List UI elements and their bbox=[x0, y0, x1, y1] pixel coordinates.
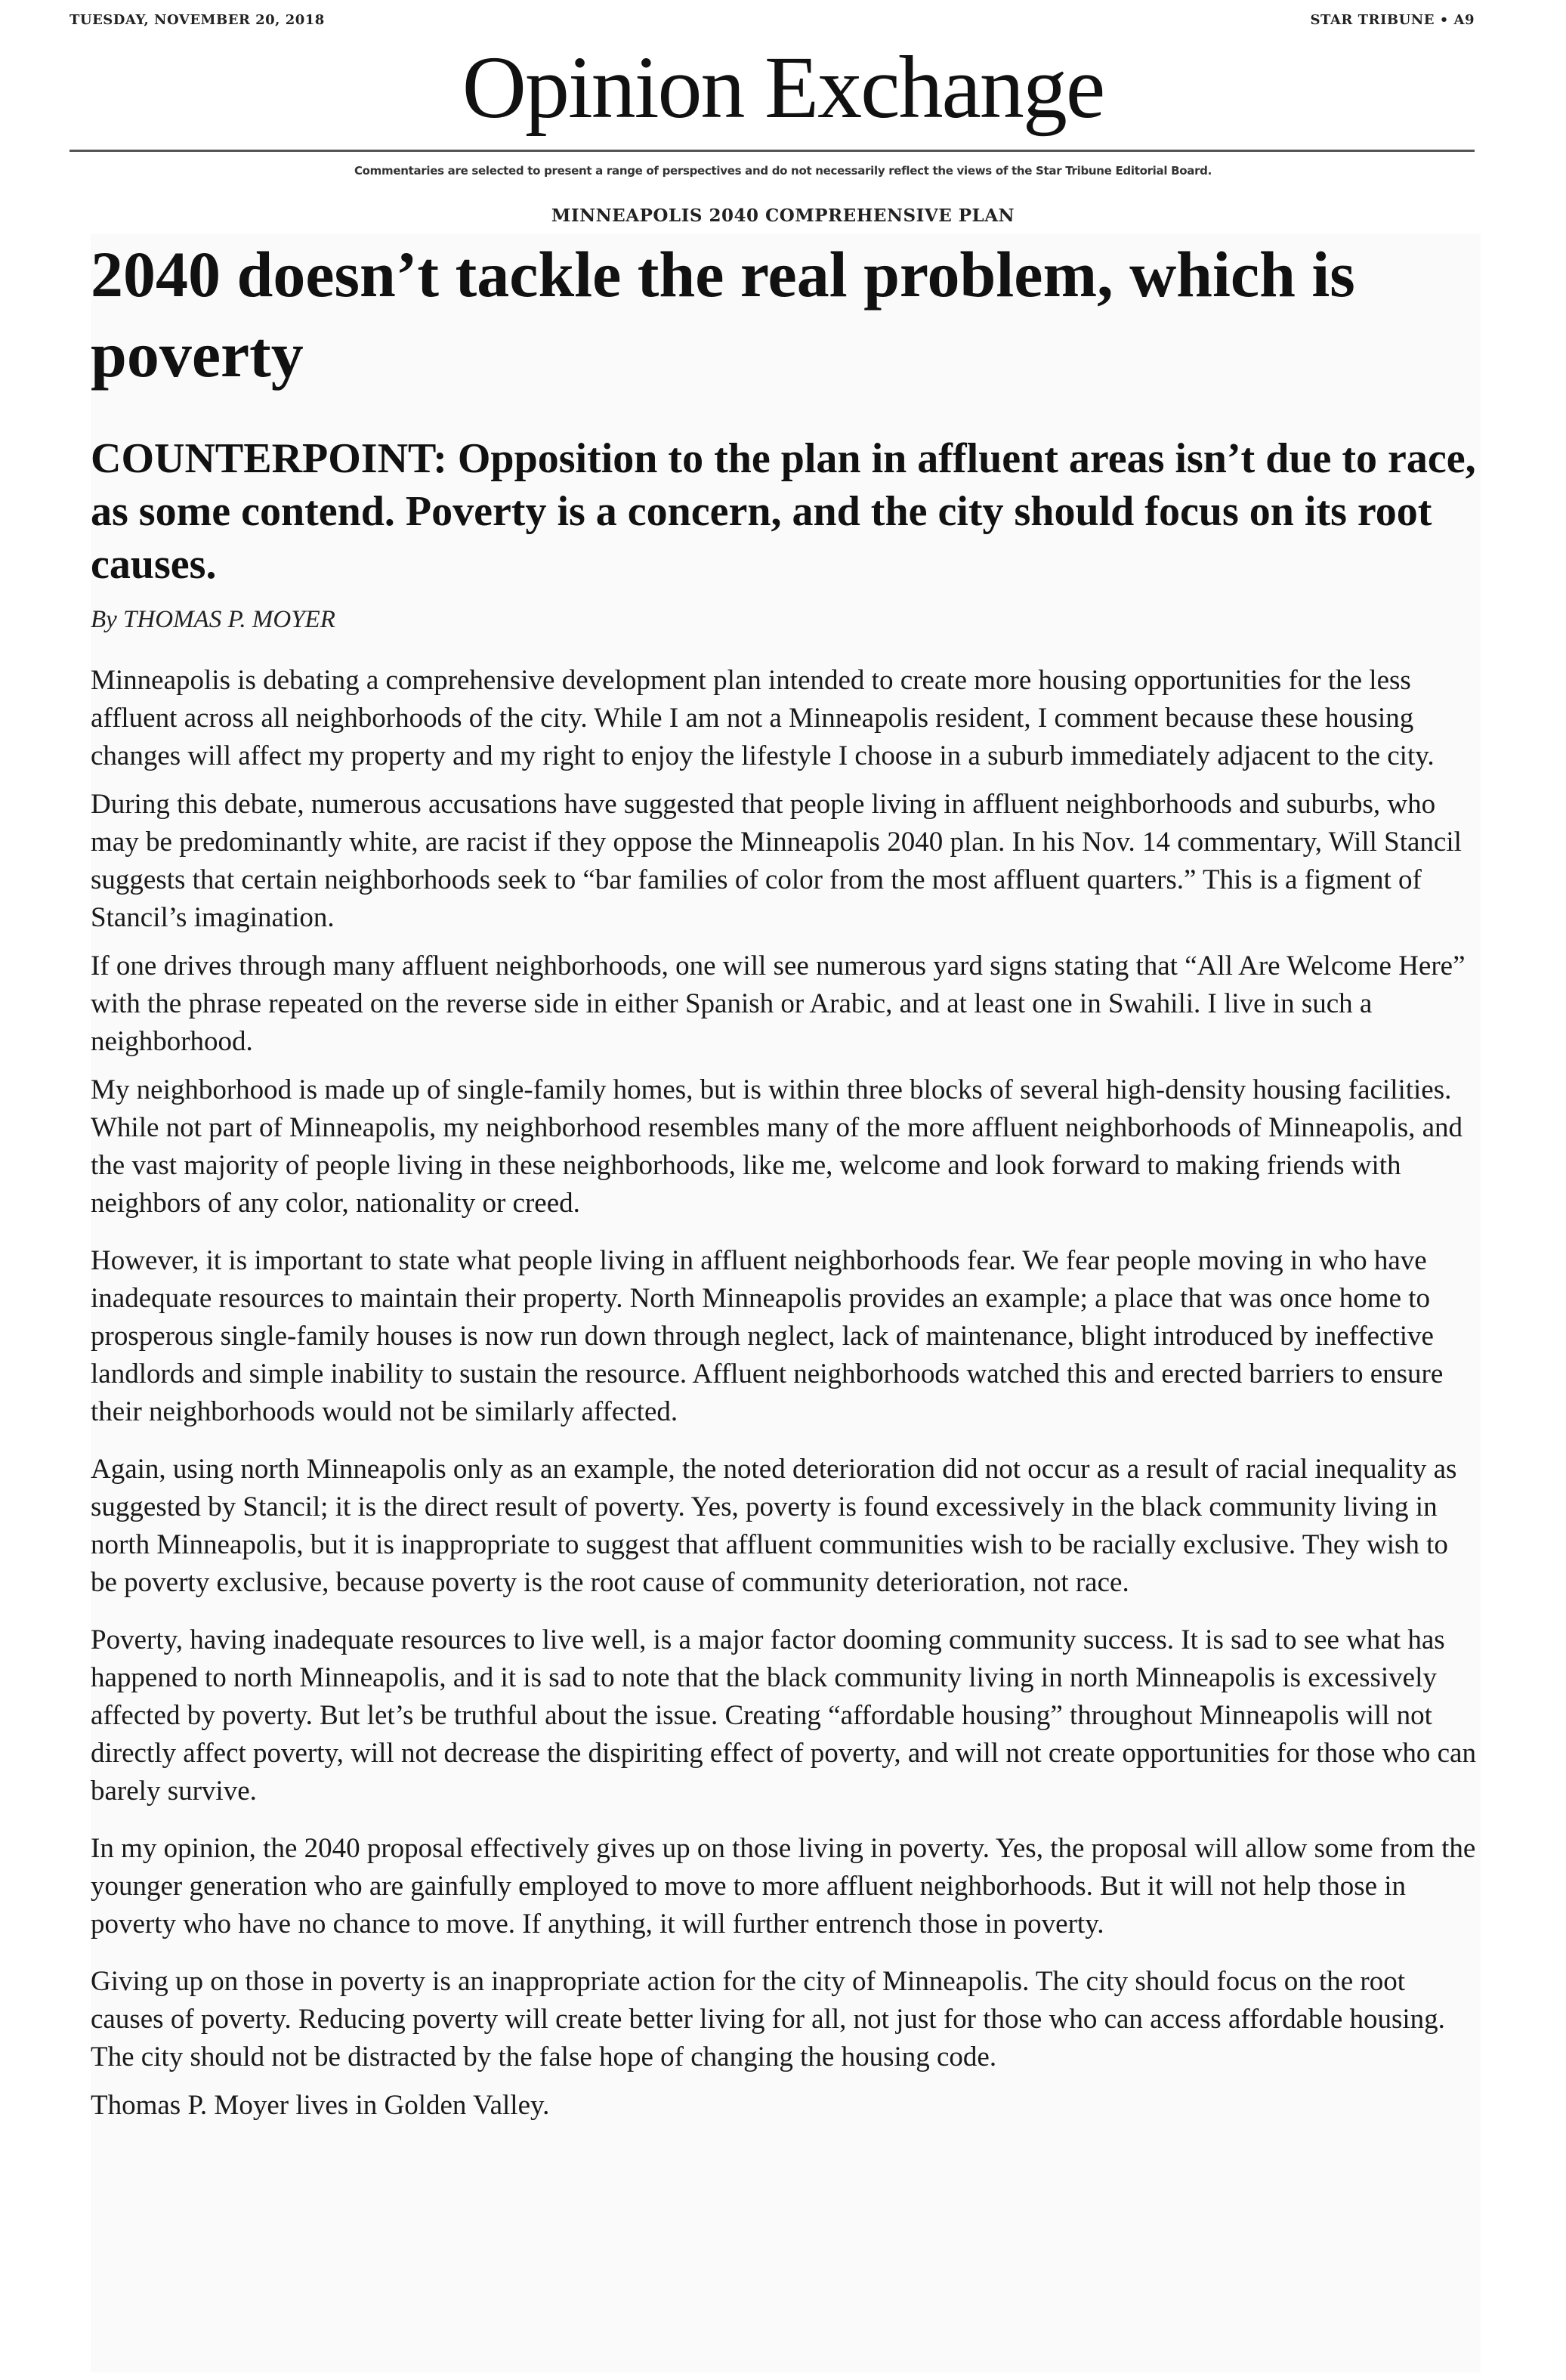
article-deck: COUNTERPOINT: Opposition to the plan in affluent areas isn’t due to race, as some contend. Poverty is a concern, and the city should focus on its root causes. bbox=[91, 435, 1476, 588]
section-title: Opinion Exchange bbox=[462, 38, 1104, 137]
article-body bbox=[91, 662, 1481, 2125]
body-paragraph: During this debate, numerous accusations have suggested that people living in affluent neighborhoods and suburbs, who may be predominantly white, are racist if they oppose the Minneapolis 2040 plan. In his Nov. 14 commentary, Will Stancil suggests that certain neighborhoods seek to “bar families of color from the most affluent quarters.” This is a figment of Stancil’s imagination. bbox=[91, 789, 1462, 933]
page-header-bar bbox=[69, 9, 1475, 33]
page-label: STAR TRIBUNE • A9 bbox=[1310, 12, 1475, 28]
body-paragraph: Poverty, having inadequate resources to live well, is a major factor dooming community success. It is sad to see what has happened to north Minneapolis, and it is sad to note that the black community living in north Minneapolis is excessively affected by poverty. But let’s be truthful about the issue. Creating “affordable housing” throughout Minneapolis will not directly affect poverty, will not decrease the dispiriting effect of poverty, and will not create opportunities for those who can barely survive. bbox=[91, 1624, 1476, 1807]
article bbox=[91, 234, 1481, 2372]
article-headline: 2040 doesn’t tackle the real problem, which is poverty bbox=[91, 238, 1355, 391]
body-paragraph: However, it is important to state what people living in affluent neighborhoods fear. We fear people moving in who have inadequate resources to maintain their property. North Minneapolis provides an example; a place that was once home to prosperous single-family houses is now run down through neglect, lack of maintenance, blight introduced by ineffective landlords and simple inability to sustain the resource. Affluent neighborhoods watched this and erected barriers to ensure their neighborhoods would not be similarly affected. bbox=[91, 1245, 1444, 1427]
article-byline: By THOMAS P. MOYER bbox=[91, 606, 335, 633]
editorial-disclaimer: Commentaries are selected to present a range of perspectives and do not necessarily reflect the views of the Star Tribune Editorial Board. bbox=[354, 164, 1212, 178]
body-paragraph: Giving up on those in poverty is an inappropriate action for the city of Minneapolis. The city should focus on the root causes of poverty. Reducing poverty will create better living for all, not just for those who can access affordable housing. The city should not be distracted by the false hope of changing the housing code. bbox=[91, 1966, 1445, 2072]
body-paragraph: My neighborhood is made up of single-family homes, but is within three blocks of several high-density housing facilities. While not part of Minneapolis, my neighborhood resembles many of the more affluent neighborhoods of Minneapolis, and the vast majority of people living in these neighborhoods, like me, welcome and look forward to making friends with neighbors of any color, nationality or creed. bbox=[91, 1074, 1463, 1219]
header-divider bbox=[69, 150, 1475, 152]
body-paragraph: Again, using north Minneapolis only as an example, the noted deterioration did not occur as a result of racial inequality as suggested by Stancil; it is the direct result of poverty. Yes, poverty is found excessively in the black community living in north Minneapolis, but it is inappropriate to suggest that affluent communities wish to be racially exclusive. They wish to be poverty exclusive, because poverty is the root cause of community deterioration, not race. bbox=[91, 1454, 1457, 1598]
body-paragraph: Minneapolis is debating a comprehensive development plan intended to create more housing opportunities for the less affluent across all neighborhoods of the city. While I am not a Minneapolis resident, I comment because these housing changes will affect my property and my right to enjoy the lifestyle I choose in a suburb immediately adjacent to the city. bbox=[91, 665, 1435, 771]
issue-date: TUESDAY, NOVEMBER 20, 2018 bbox=[69, 12, 325, 28]
article-kicker: MINNEAPOLIS 2040 COMPREHENSIVE PLAN bbox=[551, 206, 1015, 226]
body-paragraph: In my opinion, the 2040 proposal effectively gives up on those living in poverty. Yes, the proposal will allow some from the younger generation who are gainfully employed to move to more affluent neighborhoods. But it will not help those in poverty who have no chance to move. If anything, it will further entrench those in poverty. bbox=[91, 1833, 1476, 1940]
body-paragraph: If one drives through many affluent neighborhoods, one will see numerous yard signs stating that “All Are Welcome Here” with the phrase repeated on the reverse side in either Spanish or Arabic, and at least one in Swahili. I live in such a neighborhood. bbox=[91, 950, 1466, 1057]
author-tagline: Thomas P. Moyer lives in Golden Valley. bbox=[91, 2090, 550, 2121]
